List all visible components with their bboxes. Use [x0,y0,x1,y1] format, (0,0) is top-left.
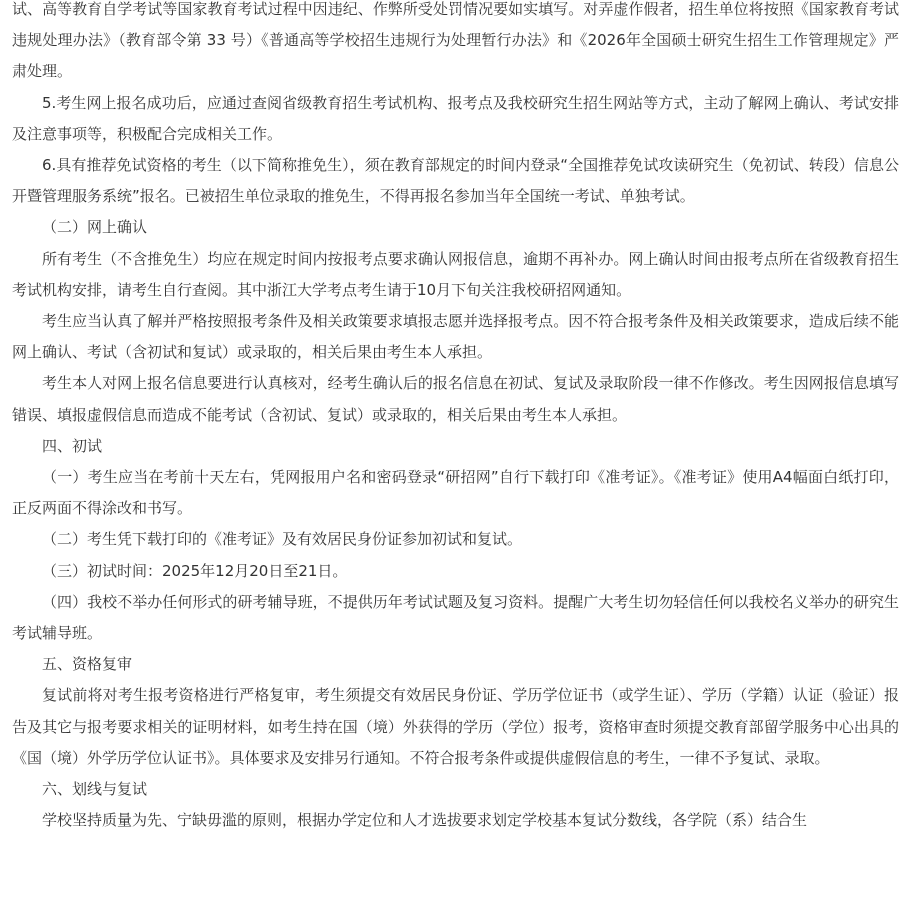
paragraph-eligibility: 考生应当认真了解并严格按照报考条件及相关政策要求填报志愿并选择报考点。因不符合报考条件及相关政策要求，造成后续不能网上确认、考试（含初试和复试）或录取的，相关后果由考生本人承担。 [12,312,899,362]
heading-qualification-review: 五、资格复审 [42,655,133,674]
heading-cutoff-retest: 六、划线与复试 [42,780,148,799]
paragraph-item-6: 6.具有推荐免试资格的考生（以下简称推免生），须在教育部规定的时间内登录“全国推荐免试攻读研究生（免初试、转段）信息公开暨管理服务系统”报名。已被招生单位录取的推免生，不得再报名参加当年全国统一考试、单独考试。 [12,156,899,206]
heading-online-confirmation: （二）网上确认 [42,218,148,237]
paragraph-no-tutoring: （四）我校不举办任何形式的研考辅导班，不提供历年考试试题及复习资料。提醒广大考生切勿轻信任何以我校名义举办的研究生考试辅导班。 [12,592,899,643]
paragraph-item-5: 5.考生网上报名成功后，应通过查阅省级教育招生考试机构、报考点及我校研究生招生网站等方式，主动了解网上确认、考试安排及注意事项等，积极配合完成相关工作。 [12,93,899,143]
paragraph-info-check: 考生本人对网上报名信息要进行认真核对，经考生确认后的报名信息在初试、复试及录取阶段一律不作修改。考生因网报信息填写错误、填报虚假信息而造成不能考试（含初试、复试）或录取的，相关后果由考生本人承担。 [12,374,899,424]
paragraph-exam-date: （三）初试时间：2025年12月20日至21日。 [42,561,348,580]
paragraph-cutoff-principle: 学校坚持质量为先、宁缺毋滥的原则，根据办学定位和人才选拔要求划定学校基本复试分数线，各学院（系）结合生 [42,811,808,830]
heading-preliminary-exam: 四、初试 [42,436,103,455]
paragraph-review-materials: 复试前将对考生报考资格进行严格复审，考生须提交有效居民身份证、学历学位证书（或学生证）、学历（学籍）认证（验证）报告及其它与报考要求相关的证明材料，如考生持在国（境）外获得的学历（学位）报考，资格审查时须提交教育部留学服务中心出具的《国（境）外学历学位认证书》。具体要求及安排另行通知。不符合报考条件或提供虚假信息的考生，一律不予复试、录取。 [12,686,899,767]
paragraph-id-requirement: （二）考生凭下载打印的《准考证》及有效居民身份证参加初试和复试。 [42,530,523,549]
paragraph-admission-ticket: （一）考生应当在考前十天左右，凭网报用户名和密码登录“研招网”自行下载打印《准考证》。《准考证》使用A4幅面白纸打印，正反两面不得涂改和书写。 [12,468,899,518]
paragraph-confirmation-time: 所有考生（不含推免生）均应在规定时间内按报考点要求确认网报信息，逾期不再补办。网上确认时间由报考点所在省级教育招生考试机构安排，请考生自行查阅。其中浙江大学考点考生请于10月下旬关注我校研招网通知。 [12,249,899,299]
paragraph-discipline-record: 试、高等教育自学考试等国家教育考试过程中因违纪、作弊所受处罚情况要如实填写。对弄虚作假者，招生单位将按照《国家教育考试违规处理办法》（教育部令第 33 号）《普通高等学校招生违规行为处理暂行办法》和《2026年全国硕士研究生招生工作管理规定》严肃处理。 [12,0,899,81]
